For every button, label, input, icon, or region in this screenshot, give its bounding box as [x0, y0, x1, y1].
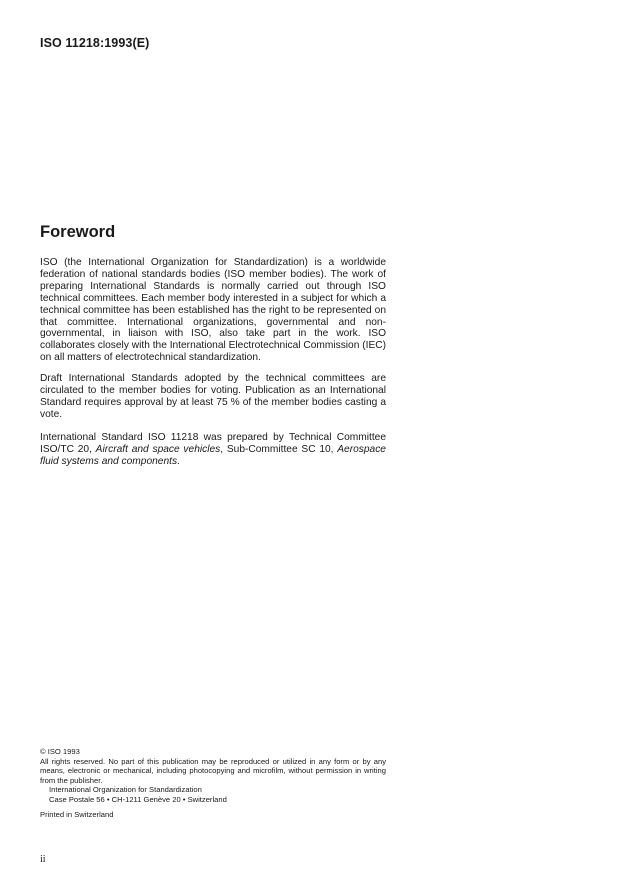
subcommittee-title: Aerospace fluid systems and components: [40, 443, 386, 467]
paragraph-3-text: , Sub-Committee SC 10,: [220, 443, 338, 455]
printed-in: Printed in Switzerland: [40, 810, 114, 819]
foreword-paragraph-3: [40, 432, 386, 468]
rights-statement: All rights reserved. No part of this publication may be reproduced or utilized in any form or by any means, electronic or mechanical, including photocopying and microfilm, without permission in writing from the publisher.: [40, 756, 386, 785]
paragraph-3-text: .: [177, 455, 180, 467]
document-identifier: ISO 11218:1993(E): [40, 36, 150, 50]
publisher-name: International Organization for Standardization: [49, 785, 202, 794]
foreword-paragraph-2: Draft International Standards adopted by the technical committees are circulated to the member bodies for voting. Publication as an International Standard requires approval by at least 75 % of the member bodies casting a vote.: [40, 373, 386, 420]
copyright-line: © ISO 1993: [40, 747, 80, 756]
paragraph-3-text: International Standard ISO 11218 was prepared by Technical Committee ISO/TC 20,: [40, 432, 386, 455]
publisher-address: Case Postale 56 • CH-1211 Genève 20 • Switzerland: [49, 794, 227, 804]
page-number: ii: [40, 854, 46, 865]
foreword-heading: Foreword: [40, 223, 116, 241]
committee-title: Aircraft and space vehicles: [95, 443, 221, 455]
copyright-block: [40, 747, 386, 804]
foreword-paragraph-1: ISO (the International Organization for Standardization) is a worldwide federation of national standards bodies (ISO member bodies). The work of preparing International Standards is normally carried out through ISO technical committees. Each member body interested in a subject for which a technical committee has been established has the right to be represented on that committee. International organizations, governmental and non-governmental, in liaison with ISO, also take part in the work. ISO collaborates closely with the International Electrotechnical Commission (IEC) on all matters of electrotechnical standardization.: [40, 257, 386, 364]
